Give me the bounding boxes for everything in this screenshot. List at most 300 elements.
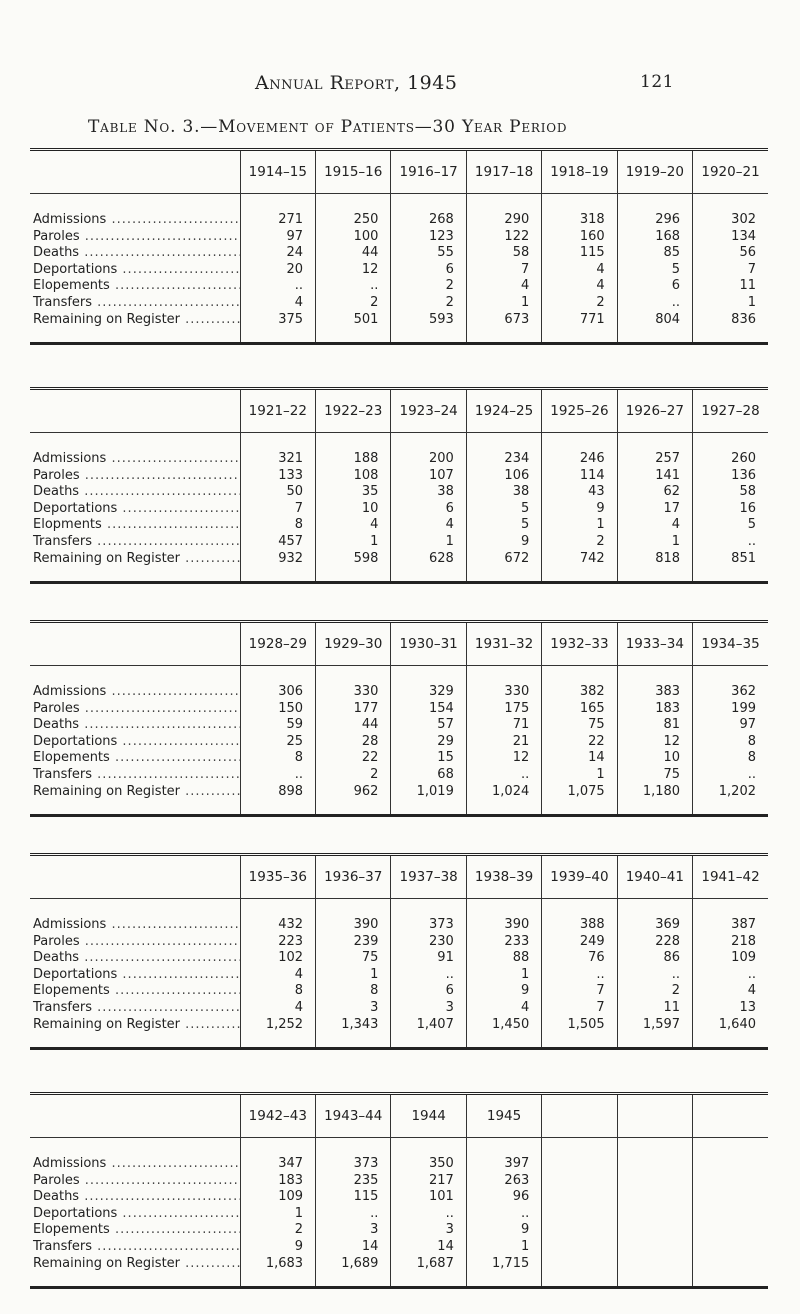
value-cell: .. bbox=[316, 1206, 391, 1223]
row-label-text: Transfers bbox=[33, 533, 93, 549]
value-cell: 1,505 bbox=[542, 1017, 617, 1048]
value-cell: 3 bbox=[316, 1222, 391, 1239]
value-cell: 62 bbox=[617, 484, 692, 501]
value-cell: 239 bbox=[316, 934, 391, 951]
value-cell: 3 bbox=[391, 1000, 466, 1017]
table-row bbox=[30, 717, 768, 734]
value-cell: 672 bbox=[466, 551, 541, 582]
row-label bbox=[30, 767, 240, 784]
year-header: 1921–22 bbox=[240, 390, 315, 433]
year-header: 1914–15 bbox=[240, 151, 315, 194]
value-cell: 962 bbox=[316, 784, 391, 815]
year-header: 1922–23 bbox=[316, 390, 391, 433]
value-cell bbox=[617, 1206, 692, 1223]
row-label-text: Deaths bbox=[33, 1189, 80, 1205]
table-row bbox=[30, 551, 768, 582]
year-header: 1919–20 bbox=[617, 151, 692, 194]
value-cell: 263 bbox=[466, 1173, 541, 1190]
value-cell: 2 bbox=[391, 278, 466, 295]
year-header: 1939–40 bbox=[542, 856, 617, 899]
row-label bbox=[30, 278, 240, 295]
value-cell: 12 bbox=[316, 262, 391, 279]
table-row bbox=[30, 278, 768, 295]
value-cell: 175 bbox=[466, 701, 541, 718]
row-label-text: Deportations bbox=[33, 500, 118, 516]
value-cell: 4 bbox=[316, 517, 391, 534]
value-cell: 9 bbox=[542, 501, 617, 518]
value-cell: 76 bbox=[542, 950, 617, 967]
year-header: 1941–42 bbox=[693, 856, 768, 899]
table-row bbox=[30, 701, 768, 718]
row-label-text: Remaining on Register bbox=[33, 550, 181, 566]
value-cell: 20 bbox=[240, 262, 315, 279]
header-blank-cell bbox=[30, 390, 240, 433]
value-cell: 188 bbox=[316, 433, 391, 468]
value-cell: 8 bbox=[240, 750, 315, 767]
value-cell: 12 bbox=[617, 734, 692, 751]
value-cell: 4 bbox=[240, 295, 315, 312]
row-label-text: Transfers bbox=[33, 294, 93, 310]
value-cell: 234 bbox=[466, 433, 541, 468]
year-header: 1929–30 bbox=[316, 623, 391, 666]
value-cell: 11 bbox=[739, 278, 756, 294]
value-cell: .. bbox=[240, 767, 315, 784]
value-cell: 96 bbox=[466, 1189, 541, 1206]
movement-table bbox=[30, 856, 768, 1047]
value-cell: 165 bbox=[542, 701, 617, 718]
row-label-text: Transfers bbox=[33, 999, 93, 1015]
value-cell bbox=[693, 1189, 768, 1206]
value-cell: 109 bbox=[240, 1189, 315, 1206]
table-block-5 bbox=[30, 1092, 768, 1289]
row-label-text: Deaths bbox=[33, 245, 80, 261]
header-blank-cell bbox=[30, 623, 240, 666]
value-cell: .. bbox=[391, 1206, 466, 1223]
year-header: 1920–21 bbox=[693, 151, 768, 194]
value-cell: .. bbox=[391, 967, 466, 984]
row-label bbox=[30, 484, 240, 501]
value-cell: 836 bbox=[731, 311, 756, 327]
value-cell: 97 bbox=[739, 717, 756, 733]
value-cell: 38 bbox=[391, 484, 466, 501]
value-cell: 44 bbox=[316, 245, 391, 262]
value-cell: 160 bbox=[542, 229, 617, 246]
value-cell: 24 bbox=[240, 245, 315, 262]
year-header: 1942–43 bbox=[240, 1095, 315, 1138]
header-blank-cell bbox=[30, 1095, 240, 1138]
value-cell: 58 bbox=[739, 484, 756, 500]
year-header: 1925–26 bbox=[542, 390, 617, 433]
value-cell: .. bbox=[466, 1206, 541, 1223]
value-cell: 217 bbox=[391, 1173, 466, 1190]
value-cell: 347 bbox=[240, 1138, 315, 1173]
row-label-text: Paroles bbox=[33, 467, 80, 483]
value-cell: 50 bbox=[240, 484, 315, 501]
table-title: Table No. 3.—Movement of Patients—30 Year Period bbox=[88, 117, 568, 137]
value-cell: 154 bbox=[391, 701, 466, 718]
row-label bbox=[30, 468, 240, 485]
value-cell: 318 bbox=[542, 194, 617, 229]
value-cell: .. bbox=[617, 295, 692, 312]
table-row bbox=[30, 1138, 768, 1173]
value-cell: 7 bbox=[747, 261, 756, 277]
row-label bbox=[30, 534, 240, 551]
value-cell: 25 bbox=[240, 734, 315, 751]
value-cell: 9 bbox=[466, 1222, 541, 1239]
row-label-text: Elopments bbox=[33, 517, 102, 533]
value-cell: 16 bbox=[739, 500, 756, 516]
value-cell: 10 bbox=[316, 501, 391, 518]
row-label bbox=[30, 1138, 240, 1173]
value-cell: 932 bbox=[240, 551, 315, 582]
table-row bbox=[30, 967, 768, 984]
value-cell: 123 bbox=[391, 229, 466, 246]
row-label bbox=[30, 1256, 240, 1287]
row-label bbox=[30, 934, 240, 951]
value-cell: 14 bbox=[542, 750, 617, 767]
value-cell: 9 bbox=[466, 534, 541, 551]
value-cell: 3 bbox=[316, 1000, 391, 1017]
value-cell: 1,202 bbox=[718, 783, 756, 799]
value-cell: 296 bbox=[617, 194, 692, 229]
value-cell: 330 bbox=[316, 666, 391, 701]
value-cell: 12 bbox=[466, 750, 541, 767]
value-cell bbox=[542, 1239, 617, 1256]
header-blank-cell bbox=[30, 856, 240, 899]
year-header: 1924–25 bbox=[466, 390, 541, 433]
row-label-text: Admissions bbox=[33, 212, 107, 227]
value-cell: 4 bbox=[466, 1000, 541, 1017]
value-cell: 290 bbox=[466, 194, 541, 229]
value-cell: 141 bbox=[617, 468, 692, 485]
value-cell: 1,450 bbox=[466, 1017, 541, 1048]
value-cell: 44 bbox=[316, 717, 391, 734]
value-cell: 7 bbox=[542, 1000, 617, 1017]
value-cell: 115 bbox=[542, 245, 617, 262]
report-title: Annual Report, 1945 bbox=[255, 72, 458, 94]
value-cell: 108 bbox=[316, 468, 391, 485]
row-label bbox=[30, 501, 240, 518]
value-cell: 218 bbox=[731, 933, 756, 949]
value-cell: 6 bbox=[617, 278, 692, 295]
table-block-3 bbox=[30, 620, 768, 817]
value-cell: 593 bbox=[391, 312, 466, 343]
value-cell: 4 bbox=[240, 967, 315, 984]
value-cell: 7 bbox=[240, 501, 315, 518]
value-cell bbox=[542, 1173, 617, 1190]
row-label bbox=[30, 433, 240, 468]
value-cell: 75 bbox=[316, 950, 391, 967]
row-label-text: Paroles bbox=[33, 1172, 80, 1188]
row-label-text: Remaining on Register bbox=[33, 311, 181, 327]
value-cell: 1,019 bbox=[391, 784, 466, 815]
table-row bbox=[30, 1222, 768, 1239]
value-cell: 362 bbox=[731, 684, 756, 699]
value-cell: 1,597 bbox=[617, 1017, 692, 1048]
row-label bbox=[30, 784, 240, 815]
value-cell: 183 bbox=[240, 1173, 315, 1190]
value-cell: 330 bbox=[466, 666, 541, 701]
value-cell bbox=[542, 1138, 617, 1173]
value-cell bbox=[693, 1138, 768, 1173]
value-cell: 13 bbox=[739, 999, 756, 1015]
row-label-text: Deaths bbox=[33, 484, 80, 500]
row-label-text: Deportations bbox=[33, 966, 118, 982]
value-cell: 91 bbox=[391, 950, 466, 967]
value-cell: 4 bbox=[542, 262, 617, 279]
value-cell: 2 bbox=[542, 534, 617, 551]
table-block-1 bbox=[30, 148, 768, 345]
row-label bbox=[30, 701, 240, 718]
value-cell: 1,180 bbox=[617, 784, 692, 815]
value-cell: 2 bbox=[316, 767, 391, 784]
value-cell: 8 bbox=[747, 750, 756, 766]
value-cell: 350 bbox=[391, 1138, 466, 1173]
row-label bbox=[30, 194, 240, 229]
year-header bbox=[617, 1095, 692, 1138]
row-label-text: Remaining on Register bbox=[33, 1016, 181, 1032]
value-cell: 5 bbox=[747, 517, 756, 533]
value-cell: 28 bbox=[316, 734, 391, 751]
value-cell: 199 bbox=[731, 700, 756, 716]
value-cell: 228 bbox=[617, 934, 692, 951]
value-cell bbox=[617, 1256, 692, 1287]
year-header: 1937–38 bbox=[391, 856, 466, 899]
table-row bbox=[30, 312, 768, 343]
row-label bbox=[30, 967, 240, 984]
table-row bbox=[30, 501, 768, 518]
value-cell: 11 bbox=[617, 1000, 692, 1017]
value-cell: 369 bbox=[617, 899, 692, 934]
row-label-text: Elopements bbox=[33, 278, 110, 294]
value-cell bbox=[617, 1239, 692, 1256]
row-label bbox=[30, 551, 240, 582]
year-header: 1945 bbox=[466, 1095, 541, 1138]
value-cell: .. bbox=[747, 766, 756, 782]
year-header: 1917–18 bbox=[466, 151, 541, 194]
value-cell: 818 bbox=[617, 551, 692, 582]
row-label-text: Remaining on Register bbox=[33, 783, 181, 799]
table-row bbox=[30, 734, 768, 751]
value-cell: 598 bbox=[316, 551, 391, 582]
value-cell: 1,715 bbox=[466, 1256, 541, 1287]
value-cell: 4 bbox=[747, 983, 756, 999]
value-cell: 8 bbox=[316, 983, 391, 1000]
year-header: 1940–41 bbox=[617, 856, 692, 899]
value-cell: 628 bbox=[391, 551, 466, 582]
value-cell: 150 bbox=[240, 701, 315, 718]
value-cell: 501 bbox=[316, 312, 391, 343]
value-cell: 742 bbox=[542, 551, 617, 582]
row-label bbox=[30, 245, 240, 262]
value-cell: 302 bbox=[731, 212, 756, 227]
value-cell: 1 bbox=[391, 534, 466, 551]
year-header bbox=[693, 1095, 768, 1138]
row-label bbox=[30, 983, 240, 1000]
row-label bbox=[30, 312, 240, 343]
value-cell: 1,640 bbox=[718, 1016, 756, 1032]
value-cell: 9 bbox=[240, 1239, 315, 1256]
row-label bbox=[30, 1206, 240, 1223]
table-row bbox=[30, 934, 768, 951]
value-cell: 1,343 bbox=[316, 1017, 391, 1048]
value-cell: 457 bbox=[240, 534, 315, 551]
year-header: 1944 bbox=[391, 1095, 466, 1138]
value-cell: 1 bbox=[466, 967, 541, 984]
value-cell: 804 bbox=[617, 312, 692, 343]
value-cell: 1,689 bbox=[316, 1256, 391, 1287]
value-cell bbox=[693, 1239, 768, 1256]
value-cell: 387 bbox=[731, 917, 756, 932]
table-row bbox=[30, 194, 768, 229]
value-cell bbox=[617, 1189, 692, 1206]
value-cell: .. bbox=[466, 767, 541, 784]
value-cell: 14 bbox=[391, 1239, 466, 1256]
value-cell: 1 bbox=[466, 295, 541, 312]
table-row bbox=[30, 1239, 768, 1256]
value-cell: 1,075 bbox=[542, 784, 617, 815]
value-cell: 1 bbox=[542, 517, 617, 534]
value-cell: 29 bbox=[391, 734, 466, 751]
value-cell: 68 bbox=[391, 767, 466, 784]
value-cell: 3 bbox=[391, 1222, 466, 1239]
row-label bbox=[30, 666, 240, 701]
value-cell: .. bbox=[316, 278, 391, 295]
row-label bbox=[30, 517, 240, 534]
table-row bbox=[30, 784, 768, 815]
value-cell bbox=[693, 1256, 768, 1287]
value-cell: .. bbox=[747, 533, 756, 549]
value-cell: 1,683 bbox=[240, 1256, 315, 1287]
year-header bbox=[542, 1095, 617, 1138]
row-label-text: Paroles bbox=[33, 228, 80, 244]
value-cell: 1 bbox=[240, 1206, 315, 1223]
row-label-text: Transfers bbox=[33, 1238, 93, 1254]
row-label-text: Paroles bbox=[33, 700, 80, 716]
value-cell: 8 bbox=[240, 517, 315, 534]
year-header: 1926–27 bbox=[617, 390, 692, 433]
value-cell: 432 bbox=[240, 899, 315, 934]
value-cell: 56 bbox=[739, 245, 756, 261]
value-cell: 1,024 bbox=[466, 784, 541, 815]
header-blank-cell bbox=[30, 151, 240, 194]
value-cell: 1,407 bbox=[391, 1017, 466, 1048]
row-label-text: Deportations bbox=[33, 733, 118, 749]
value-cell: 200 bbox=[391, 433, 466, 468]
value-cell: 271 bbox=[240, 194, 315, 229]
row-label-text: Remaining on Register bbox=[33, 1255, 181, 1271]
table-row bbox=[30, 983, 768, 1000]
table-block-2 bbox=[30, 387, 768, 584]
table-row bbox=[30, 1017, 768, 1048]
value-cell: 97 bbox=[240, 229, 315, 246]
value-cell: 114 bbox=[542, 468, 617, 485]
value-cell: 55 bbox=[391, 245, 466, 262]
row-label-text: Deportations bbox=[33, 1205, 118, 1221]
value-cell: 4 bbox=[240, 1000, 315, 1017]
value-cell: 4 bbox=[391, 517, 466, 534]
value-cell bbox=[542, 1256, 617, 1287]
value-cell: 1,687 bbox=[391, 1256, 466, 1287]
value-cell: .. bbox=[617, 967, 692, 984]
table-row bbox=[30, 433, 768, 468]
value-cell bbox=[693, 1222, 768, 1239]
bottom-rule bbox=[30, 342, 768, 345]
value-cell: 22 bbox=[316, 750, 391, 767]
row-label-text: Paroles bbox=[33, 933, 80, 949]
value-cell: 5 bbox=[466, 501, 541, 518]
value-cell: 7 bbox=[542, 983, 617, 1000]
value-cell: 851 bbox=[731, 550, 756, 566]
value-cell bbox=[693, 1206, 768, 1223]
value-cell: 6 bbox=[391, 501, 466, 518]
value-cell: 397 bbox=[466, 1138, 541, 1173]
movement-table bbox=[30, 390, 768, 581]
value-cell bbox=[542, 1189, 617, 1206]
value-cell: 1 bbox=[542, 767, 617, 784]
value-cell bbox=[693, 1173, 768, 1190]
value-cell: 134 bbox=[731, 228, 756, 244]
row-label bbox=[30, 750, 240, 767]
value-cell: 898 bbox=[240, 784, 315, 815]
value-cell: .. bbox=[747, 966, 756, 982]
year-header: 1928–29 bbox=[240, 623, 315, 666]
row-label-text: Elopements bbox=[33, 1222, 110, 1238]
table-row bbox=[30, 950, 768, 967]
value-cell: 17 bbox=[617, 501, 692, 518]
value-cell: 58 bbox=[466, 245, 541, 262]
row-label bbox=[30, 229, 240, 246]
value-cell: 383 bbox=[617, 666, 692, 701]
value-cell: 6 bbox=[391, 262, 466, 279]
table-block-4 bbox=[30, 853, 768, 1050]
value-cell bbox=[542, 1222, 617, 1239]
table-row bbox=[30, 1173, 768, 1190]
value-cell: 373 bbox=[391, 899, 466, 934]
movement-table bbox=[30, 1095, 768, 1286]
row-label-text: Admissions bbox=[33, 917, 107, 932]
value-cell: 109 bbox=[731, 950, 756, 966]
row-label bbox=[30, 1189, 240, 1206]
value-cell: 102 bbox=[240, 950, 315, 967]
value-cell: 88 bbox=[466, 950, 541, 967]
value-cell: 85 bbox=[617, 245, 692, 262]
value-cell: 2 bbox=[542, 295, 617, 312]
value-cell: 106 bbox=[466, 468, 541, 485]
value-cell: 268 bbox=[391, 194, 466, 229]
table-row bbox=[30, 295, 768, 312]
value-cell: 382 bbox=[542, 666, 617, 701]
value-cell: .. bbox=[240, 278, 315, 295]
row-label bbox=[30, 1173, 240, 1190]
row-label bbox=[30, 899, 240, 934]
row-label bbox=[30, 295, 240, 312]
value-cell: 35 bbox=[316, 484, 391, 501]
year-header: 1936–37 bbox=[316, 856, 391, 899]
value-cell: 15 bbox=[391, 750, 466, 767]
row-label-text: Deaths bbox=[33, 950, 80, 966]
page-number: 121 bbox=[640, 72, 674, 92]
table-row bbox=[30, 484, 768, 501]
value-cell: 390 bbox=[466, 899, 541, 934]
value-cell: 71 bbox=[466, 717, 541, 734]
value-cell: 122 bbox=[466, 229, 541, 246]
value-cell: 75 bbox=[617, 767, 692, 784]
value-cell: 1,252 bbox=[240, 1017, 315, 1048]
value-cell: 107 bbox=[391, 468, 466, 485]
year-header: 1935–36 bbox=[240, 856, 315, 899]
year-header: 1916–17 bbox=[391, 151, 466, 194]
